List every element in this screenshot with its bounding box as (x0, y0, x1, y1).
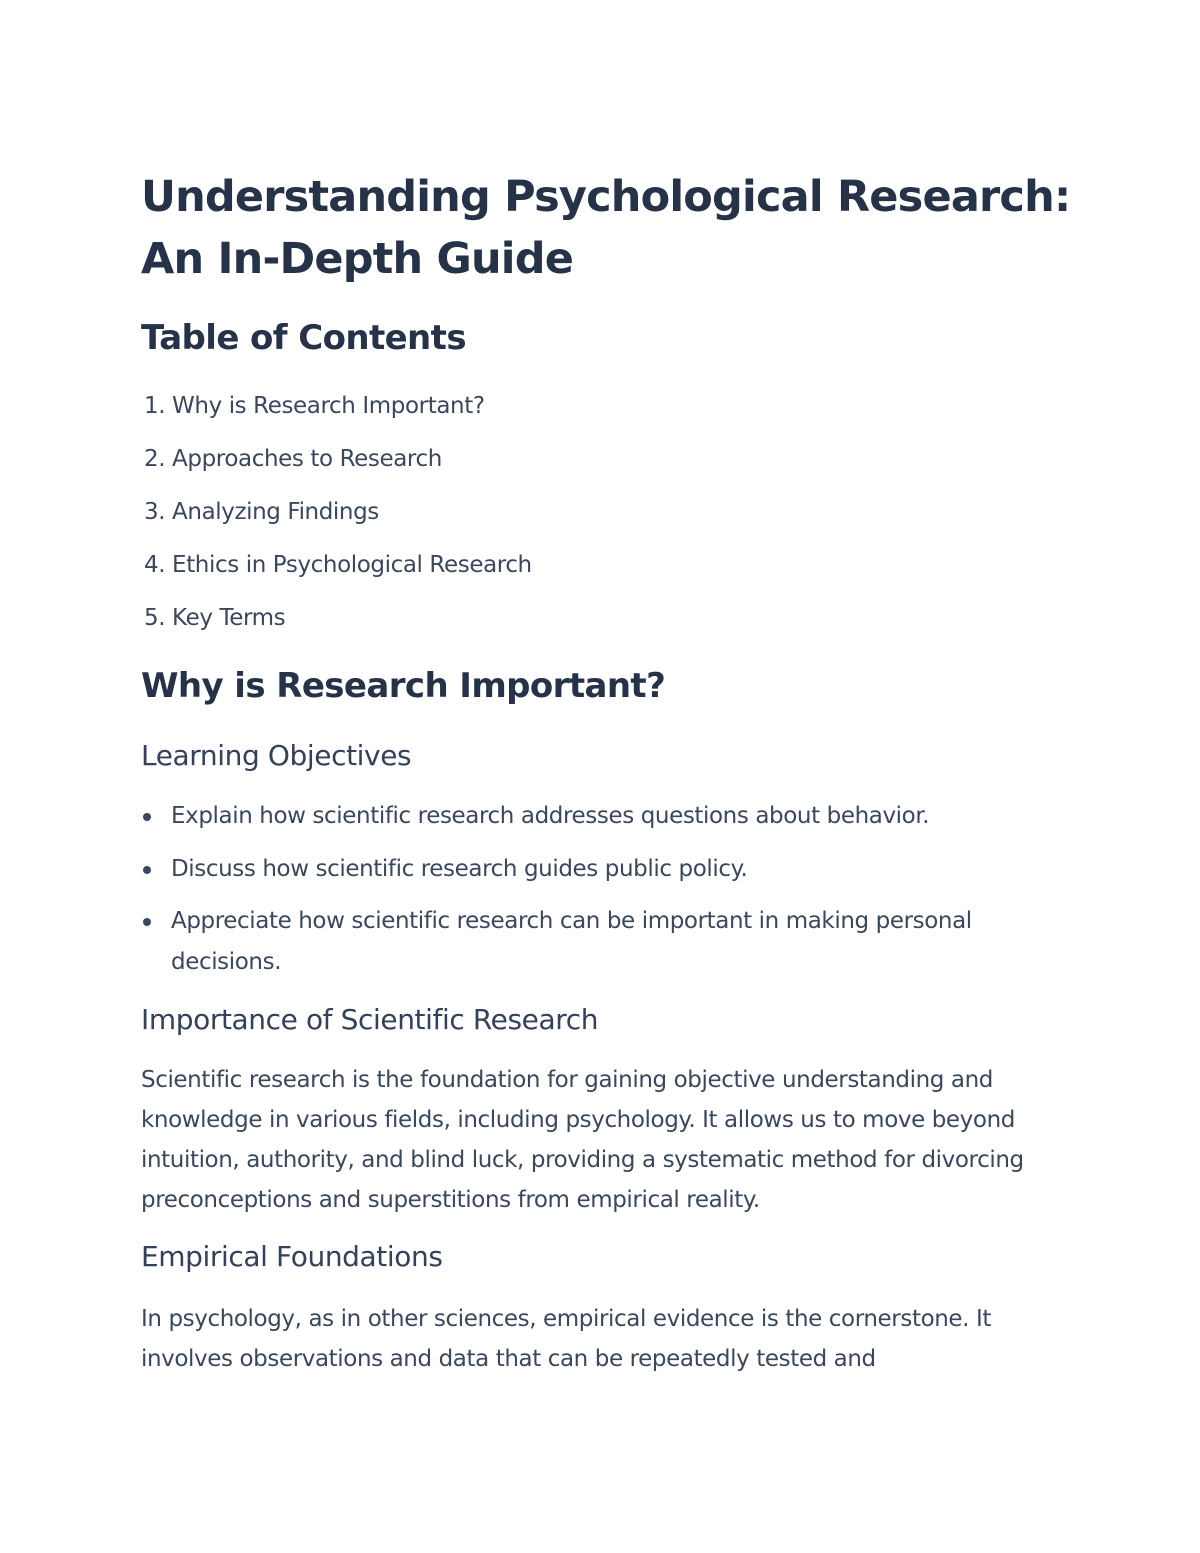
bullet-icon (143, 918, 151, 926)
title-line-1: Understanding Psychological Research: (141, 172, 1071, 222)
objective-item (141, 849, 1061, 890)
importance-paragraph: Scientific research is the foundation for gaining objective understanding and knowledge in various fields, including psychology. It allows us to move beyond intuition, authority, and blind luck, providing a systematic method for divorcing preconceptions and superstitions from empirical reality. (141, 1067, 1024, 1213)
document-title (141, 166, 1071, 290)
bullet-icon (143, 866, 151, 874)
bullet-icon (143, 813, 151, 821)
objective-text: Appreciate how scientific research can be important in making personal decisions. (171, 908, 972, 975)
empirical-paragraph: In psychology, as in other sciences, empirical evidence is the cornerstone. It involves observations and data that can be repeatedly tested and (141, 1306, 991, 1372)
section-heading-research-important: Why is Research Important? (141, 666, 666, 706)
toc-heading: Table of Contents (141, 318, 466, 358)
toc-item-ethics[interactable]: 4. Ethics in Psychological Research (144, 552, 532, 578)
objective-item (141, 796, 1061, 837)
title-line-2: An In-Depth Guide (141, 234, 574, 284)
empirical-heading: Empirical Foundations (141, 1240, 443, 1273)
learning-objectives-heading: Learning Objectives (141, 739, 412, 772)
toc-item-analyzing[interactable]: 3. Analyzing Findings (144, 499, 379, 525)
toc-item-approaches[interactable]: 2. Approaches to Research (144, 446, 442, 472)
toc-item-key-terms[interactable]: 5. Key Terms (144, 605, 286, 631)
objective-text: Discuss how scientific research guides public policy. (171, 856, 748, 882)
importance-heading: Importance of Scientific Research (141, 1003, 599, 1036)
objective-item (141, 901, 1061, 983)
toc-item-research-important[interactable]: 1. Why is Research Important? (144, 393, 485, 419)
objective-text: Explain how scientific research addresses questions about behavior. (171, 803, 930, 829)
